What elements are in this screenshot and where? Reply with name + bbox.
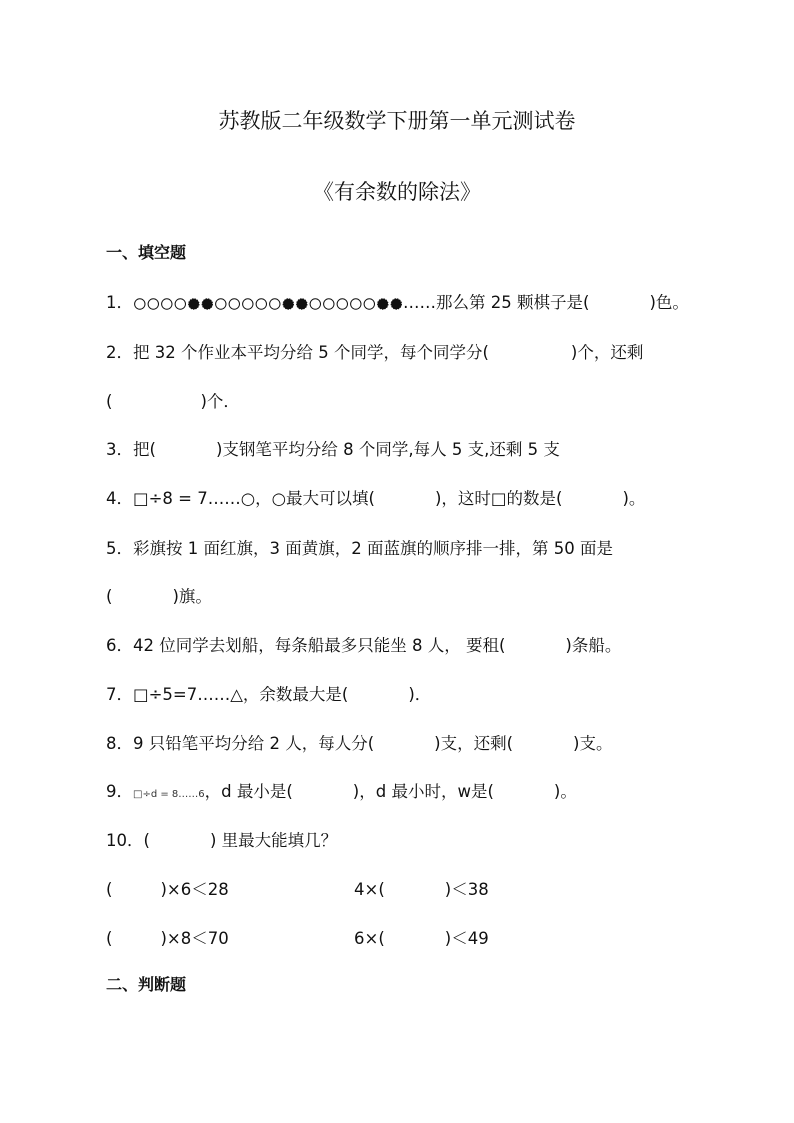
question-3 <box>106 436 560 460</box>
question-number: 9． <box>106 782 133 801</box>
question-1 <box>106 289 689 313</box>
black-bead <box>391 298 401 308</box>
question-5 <box>106 535 613 559</box>
black-bead <box>283 298 293 308</box>
black-bead <box>297 298 307 308</box>
black-bead <box>202 298 212 308</box>
question-2 <box>106 339 643 363</box>
question-number: 8． <box>106 734 133 753</box>
small-equation: □÷d = 8……6 <box>133 789 205 800</box>
question-text: )色。 <box>649 293 689 312</box>
black-bead <box>189 298 199 308</box>
white-bead <box>148 298 158 308</box>
white-bead <box>256 298 266 308</box>
question-text: )×8＜70 <box>160 929 229 948</box>
question-text: )支。 <box>573 734 613 753</box>
question-text: ) 里最大能填几？ <box>209 831 338 850</box>
question-text: 彩旗按 1 面红旗，3 面黄旗，2 面蓝旗的顺序排一排，第 50 面是 <box>133 539 613 558</box>
white-bead <box>324 298 334 308</box>
question-6 <box>106 632 621 656</box>
question-text: )支钢笔平均分给 8 个同学,每人 5 支,还剩 5 支 <box>215 440 560 459</box>
white-bead <box>364 298 374 308</box>
question-number: 3． <box>106 440 133 459</box>
question-text: ( <box>106 392 113 411</box>
white-bead <box>310 298 320 308</box>
question-text: □÷8 = 7……○，○最大可以填( <box>133 489 375 508</box>
white-bead <box>337 298 347 308</box>
question-text: 把( <box>133 440 156 459</box>
white-bead <box>270 298 280 308</box>
section-fill-blank-heading: 一、填空题 <box>106 243 187 262</box>
question-7 <box>106 681 431 705</box>
q10-item-4 <box>354 925 489 949</box>
question-text: )个，还剩 <box>570 343 644 362</box>
question-text: ( <box>106 929 113 948</box>
question-text: )． <box>408 685 432 704</box>
question-5-line2 <box>106 583 212 607</box>
page-subtitle: 《有余数的除法》 <box>313 180 481 204</box>
question-text: □÷5=7……△，余数最大是( <box>133 685 349 704</box>
question-text: 42 位同学去划船，每条船最多只能坐 8 人， 要租( <box>133 636 506 655</box>
white-bead <box>216 298 226 308</box>
question-text: )条船。 <box>565 636 622 655</box>
question-text: 9 只铅笔平均分给 2 人，每人分( <box>133 734 375 753</box>
question-number: 4． <box>106 489 133 508</box>
white-bead <box>243 298 253 308</box>
question-text: )。 <box>622 489 646 508</box>
question-text: 4×( <box>354 880 385 899</box>
question-text: ( <box>106 587 113 606</box>
question-text: )旗。 <box>172 587 212 606</box>
question-8 <box>106 730 612 754</box>
question-2-line2 <box>106 388 240 412</box>
question-text: )，d 最小时，w是( <box>352 782 494 801</box>
question-text: )＜49 <box>444 929 489 948</box>
white-bead <box>229 298 239 308</box>
question-number: 6． <box>106 636 133 655</box>
question-text: )。 <box>553 782 577 801</box>
q10-item-3 <box>106 925 229 949</box>
black-bead <box>378 298 388 308</box>
question-text: )个． <box>200 392 240 411</box>
question-text: ( <box>143 831 150 850</box>
white-bead <box>162 298 172 308</box>
question-text: )×6＜28 <box>160 880 229 899</box>
beads-pattern-icon <box>133 297 403 311</box>
question-text: )，这时□的数是( <box>434 489 563 508</box>
white-bead <box>135 298 145 308</box>
question-number: 7． <box>106 685 133 704</box>
question-text: ，d 最小是( <box>204 782 293 801</box>
question-text: 6×( <box>354 929 385 948</box>
question-text: ( <box>106 880 113 899</box>
question-4 <box>106 485 645 509</box>
question-9 <box>106 778 577 802</box>
white-bead <box>175 298 185 308</box>
page-title: 苏教版二年级数学下册第一单元测试卷 <box>218 109 576 133</box>
question-10 <box>106 827 337 851</box>
question-number: 1． <box>106 293 133 312</box>
question-number: 10． <box>106 831 144 850</box>
question-text: )支，还剩( <box>434 734 514 753</box>
question-text: )＜38 <box>444 880 489 899</box>
q10-item-2 <box>354 876 489 900</box>
white-bead <box>351 298 361 308</box>
question-text: 把 32 个作业本平均分给 5 个同学，每个同学分( <box>133 343 489 362</box>
section-judgement-heading: 二、判断题 <box>106 975 187 994</box>
question-number: 2． <box>106 343 133 362</box>
question-number: 5． <box>106 539 133 558</box>
question-text: ……那么第 25 颗棋子是( <box>403 293 590 312</box>
q10-item-1 <box>106 876 229 900</box>
